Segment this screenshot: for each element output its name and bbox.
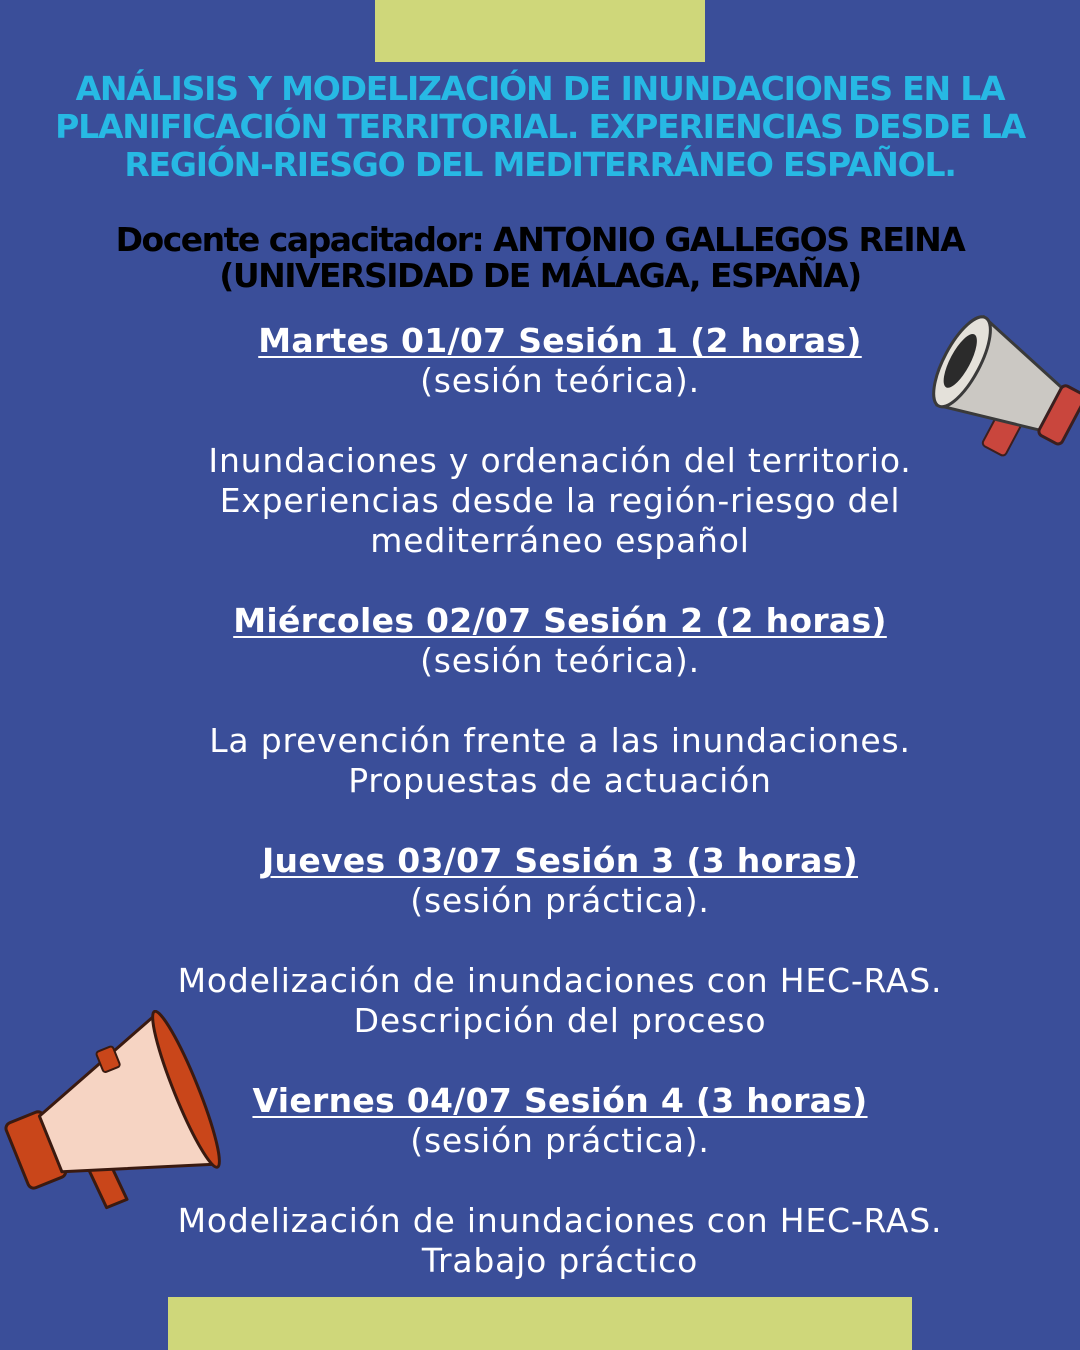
session-3: [110, 841, 1010, 1041]
teacher-name: Docente capacitador: ANTONIO GALLEGOS REINA (UNIVERSIDAD DE MÁLAGA, ESPAÑA): [115, 220, 965, 295]
session-heading: Jueves 03/07 Sesión 3 (3 horas): [261, 841, 859, 880]
session-1: [110, 321, 1010, 561]
bottom-accent-bar: [168, 1297, 912, 1350]
session-heading: Martes 01/07 Sesión 1 (2 horas): [258, 321, 862, 360]
session-description: Modelización de inundaciones con HEC-RAS. Trabajo práctico: [177, 1201, 943, 1280]
top-accent-bar: [375, 0, 705, 62]
megaphone-icon: [925, 292, 1080, 472]
session-heading: Viernes 04/07 Sesión 4 (3 horas): [252, 1081, 868, 1120]
session-type: (sesión teórica).: [420, 361, 700, 400]
session-description: Inundaciones y ordenación del territorio. Experiencias desde la región-riesgo del mediterráneo español: [208, 441, 912, 560]
session-list: [110, 321, 1010, 1281]
page-title: ANÁLISIS Y MODELIZACIÓN DE INUNDACIONES EN LA PLANIFICACIÓN TERRITORIAL. EXPERIENCIAS DESDE LA REGIÓN-RIESGO DEL MEDITERRÁNEO ESPAÑOL.: [55, 69, 1025, 184]
session-2: [110, 601, 1010, 801]
megaphone-icon: [0, 1010, 225, 1230]
session-description: La prevención frente a las inundaciones. Propuestas de actuación: [209, 721, 911, 800]
session-4: [110, 1081, 1010, 1281]
session-type: (sesión práctica).: [410, 1121, 710, 1160]
session-type: (sesión práctica).: [410, 881, 710, 920]
session-type: (sesión teórica).: [420, 641, 700, 680]
session-description: Modelización de inundaciones con HEC-RAS. Descripción del proceso: [177, 961, 943, 1040]
session-heading: Miércoles 02/07 Sesión 2 (2 horas): [233, 601, 887, 640]
